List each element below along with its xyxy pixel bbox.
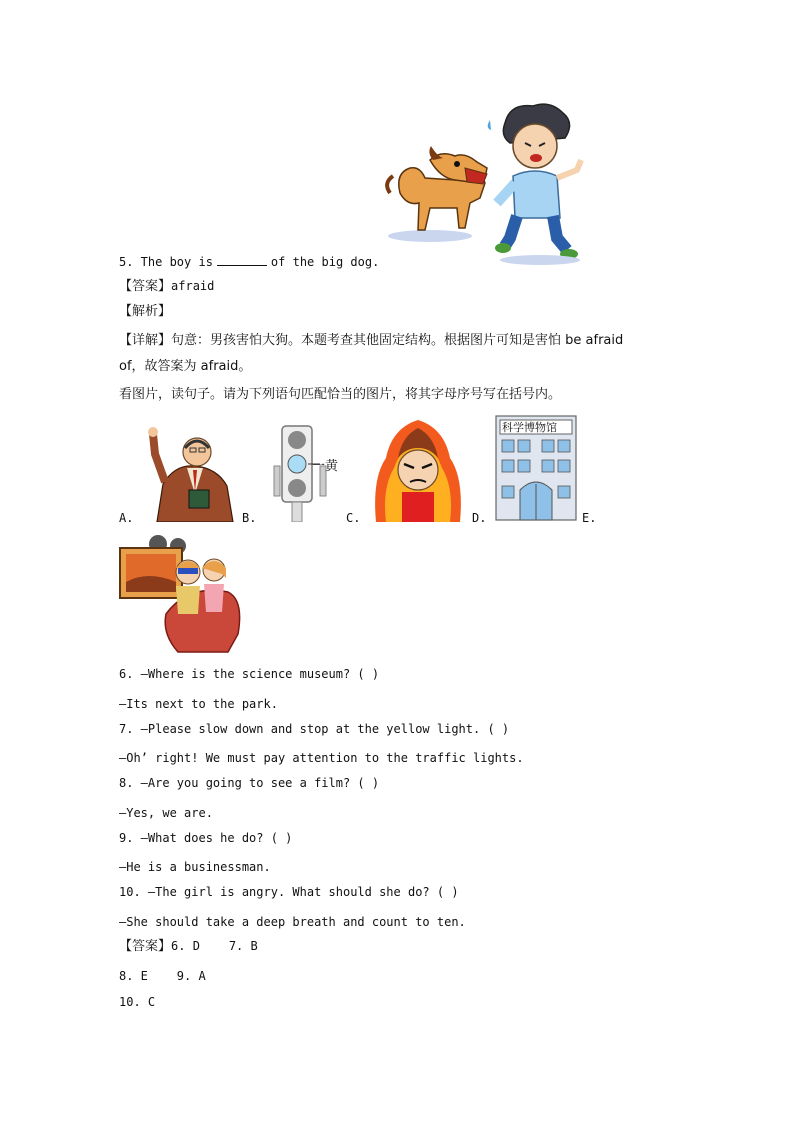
- detail-label: 【详解】: [119, 333, 172, 348]
- option-c-label: C.: [346, 511, 361, 525]
- answers-line-3: 10. C: [119, 995, 156, 1009]
- option-d-label: D.: [472, 511, 487, 525]
- q5-blank[interactable]: [217, 254, 267, 266]
- traffic-label: 一黄: [312, 459, 339, 474]
- answers-line-2: 8. E 9. A: [119, 969, 206, 983]
- cinema-picture: [118, 534, 244, 654]
- answer-value: afraid: [171, 279, 215, 293]
- question-9: 9. —What does he do? ( ): [119, 831, 293, 845]
- question-6: 6. —Where is the science museum? ( ): [119, 667, 380, 681]
- reply-10: —She should take a deep breath and count to ten.: [119, 915, 466, 929]
- q5-prefix: 5. The boy is: [119, 255, 213, 269]
- instruction: 看图片，读句子。请为下列语句匹配恰当的图片，将其字母序号写在括号内。: [119, 387, 562, 402]
- option-a-label: A.: [119, 511, 134, 525]
- museum-sign: 科学博物馆: [502, 421, 557, 434]
- reply-6: —Its next to the park.: [119, 697, 278, 711]
- question-8: 8. —Are you going to see a film? ( ): [119, 776, 380, 790]
- q5-sentence: [119, 254, 379, 270]
- option-e-label: E.: [582, 511, 597, 525]
- detail-line-2: of，故答案为 afraid。: [119, 359, 252, 374]
- question-7: 7. —Please slow down and stop at the yellow light. ( ): [119, 722, 510, 736]
- option-b-label: B.: [242, 511, 257, 525]
- answer-label: 【答案】: [119, 279, 172, 294]
- q5-suffix: of the big dog.: [270, 255, 380, 269]
- answers-text-1: 6. D 7. B: [171, 939, 258, 953]
- answers-label: 【答案】: [119, 939, 172, 954]
- detail-line-1: [119, 333, 623, 349]
- angry-girl-picture: [372, 418, 464, 522]
- reply-7: —Oh’ right! We must pay attention to the traffic lights.: [119, 751, 524, 765]
- question-10: 10. —The girl is angry. What should she do? ( ): [119, 885, 459, 899]
- dog-boy-illustration: [385, 98, 595, 268]
- answers-line-1: [119, 938, 258, 955]
- analysis-label: 【解析】: [119, 304, 172, 319]
- businessman-picture: [145, 424, 240, 522]
- reply-8: —Yes, we are.: [119, 806, 213, 820]
- detail-text-1: 句意：男孩害怕大狗。本题考查其他固定结构。根据图片可知是害怕 be afraid: [171, 333, 624, 348]
- q5-answer: [119, 278, 214, 295]
- reply-9: —He is a businessman.: [119, 860, 271, 874]
